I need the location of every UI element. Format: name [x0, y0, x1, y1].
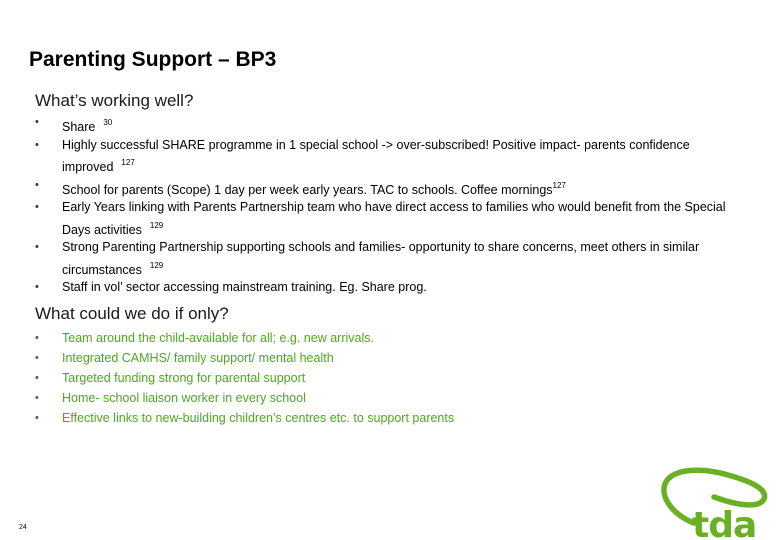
bullet-icon: • — [35, 138, 39, 151]
item-text: Effective links to new-building children’s centres etc. to support parents — [62, 411, 455, 425]
reference-number: 127 — [552, 180, 566, 190]
bullet-icon: • — [35, 116, 39, 128]
item-text: Strong Parenting Partnership supporting schools and families- opportunity to share concerns, meet others in similar circumstances — [62, 240, 700, 277]
bullet-icon: • — [35, 372, 39, 384]
item-text: Share — [62, 120, 96, 134]
bullet-icon: • — [35, 392, 39, 404]
logo-text: tda — [692, 505, 757, 540]
list-item — [35, 328, 740, 348]
page-title: Parenting Support – BP3 — [29, 48, 277, 71]
item-text: School for parents (Scope) 1 day per week early years. TAC to schools. Coffee mornings — [62, 182, 553, 197]
list-item — [35, 239, 740, 279]
tda-logo-icon — [650, 465, 775, 540]
list-item — [35, 137, 740, 177]
list-item — [35, 348, 740, 368]
reference-number: 129 — [149, 260, 164, 270]
item-text: Team around the child-available for all; e.g. new arrivals. — [62, 331, 374, 345]
bullet-icon: • — [35, 412, 39, 424]
list-item — [35, 368, 740, 388]
bullet-icon: • — [35, 332, 39, 344]
list-item — [35, 114, 740, 137]
item-text: Highly successful SHARE programme in 1 special school -> over-subscribed! Positive impact- parents confidence improved — [62, 137, 690, 174]
list-item — [35, 388, 740, 408]
bullet-icon: • — [35, 201, 39, 213]
item-text: Integrated CAMHS/ family support/ mental health — [62, 351, 334, 365]
item-text: Home- school liaison worker in every school — [62, 391, 306, 405]
list-item — [35, 279, 740, 297]
item-text: Early Years linking with Parents Partnership team who have direct access to families who would benefit from the Special Days activities — [62, 200, 726, 237]
section-heading-if-only: What could we do if only? — [35, 304, 229, 323]
section-heading-working-well: What’s working well? — [35, 91, 194, 110]
bullet-icon: • — [35, 241, 39, 253]
item-text: Targeted funding strong for parental support — [62, 371, 306, 385]
page-number: 24 — [19, 524, 27, 531]
bullet-icon: • — [35, 281, 39, 293]
bullet-icon: • — [35, 352, 39, 364]
working-well-list — [35, 114, 740, 297]
bullet-icon: • — [35, 178, 39, 191]
reference-number: 30 — [103, 118, 113, 127]
item-text: Staff in vol’ sector accessing mainstream training. Eg. Share prog. — [62, 280, 427, 294]
list-item — [35, 177, 740, 200]
reference-number: 129 — [149, 220, 164, 230]
if-only-list — [35, 328, 740, 428]
list-item — [35, 199, 740, 239]
reference-number: 127 — [121, 158, 135, 167]
list-item — [35, 408, 740, 428]
